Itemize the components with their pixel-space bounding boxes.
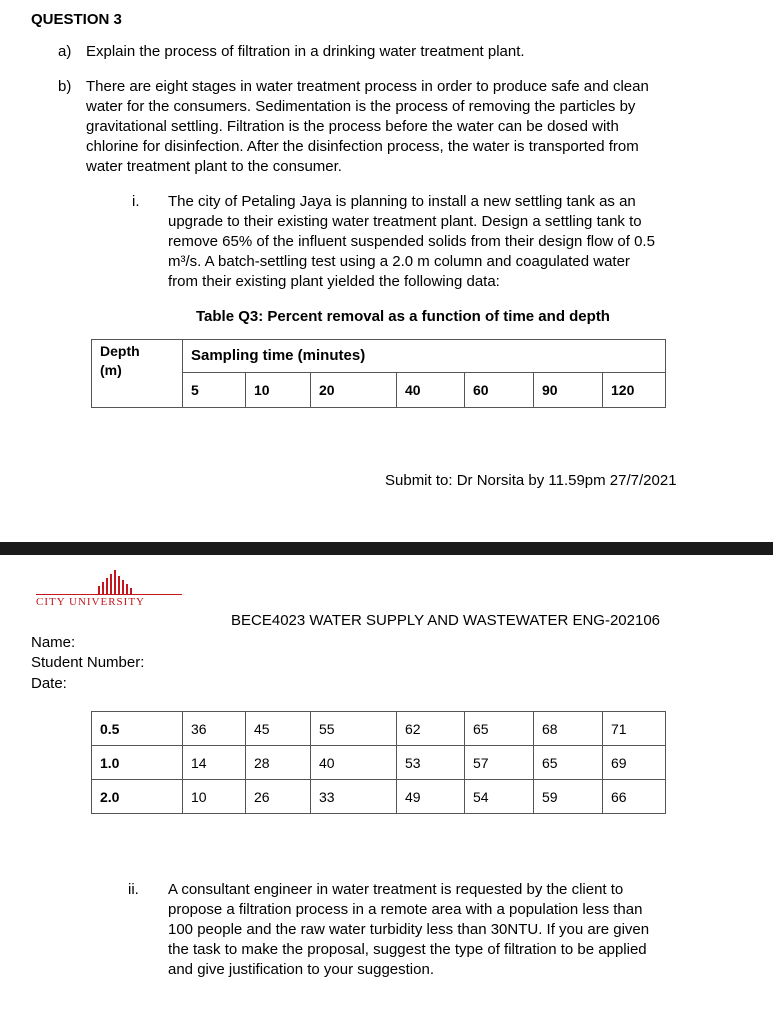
sampling-time-header: Sampling time (minutes) (183, 340, 666, 373)
sub-ii-text (168, 880, 758, 980)
time-header-cell: 10 (246, 373, 311, 408)
value-cell: 14 (183, 746, 246, 780)
part-b-line: water for the consumers. Sedimentation is the process of removing the particles by (86, 98, 636, 115)
depth-unit: (m) (100, 362, 122, 378)
value-cell: 53 (397, 746, 465, 780)
value-cell: 10 (183, 780, 246, 814)
sub-ii-line: propose a filtration process in a remote area with a population less than (168, 901, 643, 918)
time-header-cell: 60 (465, 373, 534, 408)
name-label: Name: (31, 634, 76, 651)
sub-i-line: The city of Petaling Jaya is planning to install a new settling tank as an (168, 193, 636, 210)
sub-i-line: upgrade to their existing water treatment plant. Design a settling tank to (168, 213, 642, 230)
depth-header (92, 340, 183, 408)
course-title: BECE4023 WATER SUPPLY AND WASTEWATER ENG-202106 (231, 612, 661, 629)
depth-cell: 1.0 (92, 746, 183, 780)
sub-ii-line: 100 people and the raw water turbidity less than 30NTU. If you are given (168, 921, 650, 938)
value-cell: 55 (311, 712, 397, 746)
building-bars-icon (96, 570, 136, 594)
depth-label: Depth (100, 343, 140, 359)
time-header-cell: 20 (311, 373, 397, 408)
sub-i-text (168, 192, 758, 292)
time-header-cell: 5 (183, 373, 246, 408)
value-cell: 68 (534, 712, 603, 746)
sub-ii-line: and give justification to your suggestion. (168, 961, 434, 978)
value-cell: 71 (603, 712, 666, 746)
question-title: QUESTION 3 (31, 11, 122, 28)
value-cell: 33 (311, 780, 397, 814)
part-b-line: chlorine for disinfection. After the disinfection process, the water is transported from (86, 138, 639, 155)
part-b-line: water treatment plant to the consumer. (86, 158, 342, 175)
sub-ii-line: the task to make the proposal, suggest the type of filtration to be applied (168, 941, 647, 958)
date-label: Date: (31, 675, 67, 692)
sub-i-line: m³/s. A batch-settling test using a 2.0 m column and coagulated water (168, 253, 630, 270)
table-row (92, 746, 666, 780)
value-cell: 69 (603, 746, 666, 780)
value-cell: 59 (534, 780, 603, 814)
value-cell: 54 (465, 780, 534, 814)
part-b-marker: b) (58, 78, 72, 95)
part-a-text: Explain the process of filtration in a drinking water treatment plant. (86, 43, 525, 60)
depth-cell: 2.0 (92, 780, 183, 814)
value-cell: 45 (246, 712, 311, 746)
part-b-line: gravitational settling. Filtration is the process before the water can be dosed with (86, 118, 619, 135)
sub-i-line: remove 65% of the influent suspended solids from their design flow of 0.5 (168, 233, 655, 250)
time-header-cell: 120 (603, 373, 666, 408)
part-b-line: There are eight stages in water treatment process in order to produce safe and clean (86, 78, 649, 95)
table-caption: Table Q3: Percent removal as a function of time and depth (196, 308, 610, 325)
table-header (91, 339, 666, 408)
student-number-label: Student Number: (31, 654, 145, 671)
value-cell: 28 (246, 746, 311, 780)
depth-cell: 0.5 (92, 712, 183, 746)
table-row (92, 780, 666, 814)
time-header-cell: 90 (534, 373, 603, 408)
value-cell: 40 (311, 746, 397, 780)
logo-text: CITY UNIVERSITY (36, 596, 145, 608)
part-a-marker: a) (58, 43, 72, 60)
part-b-text (86, 77, 766, 177)
value-cell: 66 (603, 780, 666, 814)
sub-i-marker: i. (132, 193, 140, 210)
logo-underline (36, 594, 182, 595)
value-cell: 65 (534, 746, 603, 780)
value-cell: 36 (183, 712, 246, 746)
table-row (92, 712, 666, 746)
value-cell: 26 (246, 780, 311, 814)
sub-ii-marker: ii. (128, 881, 139, 898)
time-header-cell: 40 (397, 373, 465, 408)
university-logo (36, 570, 186, 610)
value-cell: 57 (465, 746, 534, 780)
sub-i-line: from their existing plant yielded the following data: (168, 273, 500, 290)
page-divider (0, 542, 773, 555)
submit-note: Submit to: Dr Norsita by 11.59pm 27/7/2021 (385, 472, 677, 489)
value-cell: 62 (397, 712, 465, 746)
value-cell: 65 (465, 712, 534, 746)
sub-ii-line: A consultant engineer in water treatment is requested by the client to (168, 881, 624, 898)
value-cell: 49 (397, 780, 465, 814)
data-table (91, 711, 666, 814)
